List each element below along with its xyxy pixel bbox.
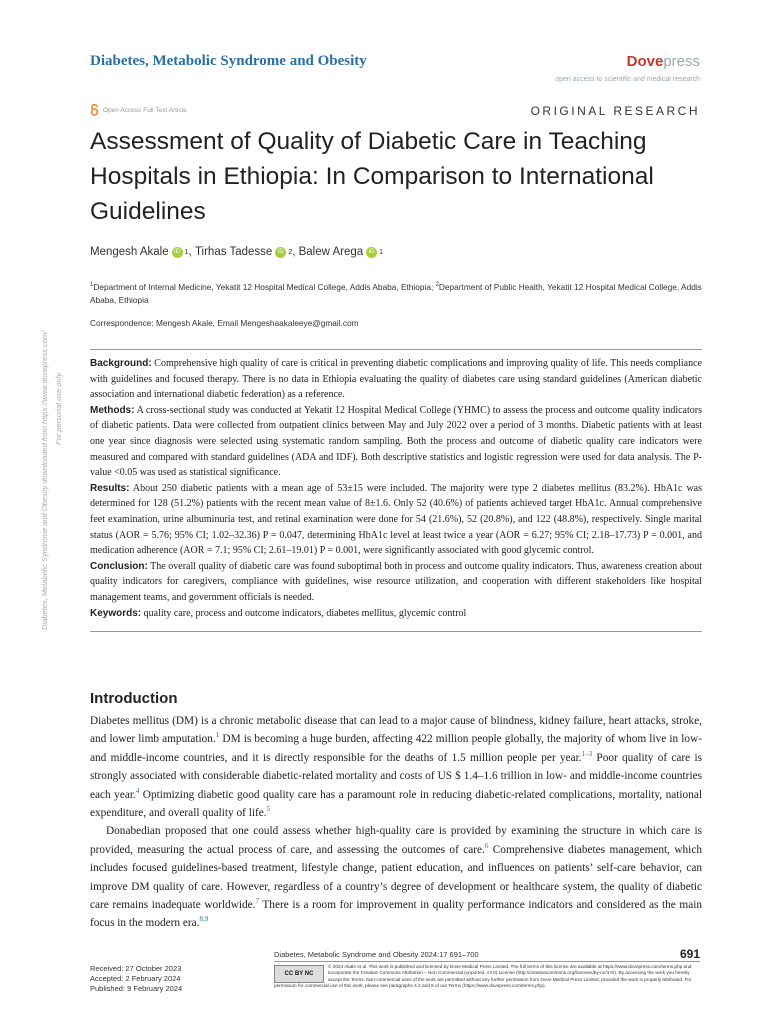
citation-link[interactable]: 7	[255, 897, 259, 906]
watermark-line: Diabetes, Metabolic Syndrome and Obesity downloaded from https://www.dovepress.com/	[40, 330, 49, 630]
author-name[interactable]: Tirhas Tadesse	[194, 246, 273, 258]
citation-link[interactable]: 1–3	[581, 749, 593, 758]
orcid-icon[interactable]: iD	[275, 247, 286, 258]
license-text	[274, 964, 700, 990]
article-type: ORIGINAL RESEARCH	[530, 104, 700, 118]
publication-dates	[90, 964, 182, 994]
watermark-line: For personal use only.	[54, 371, 63, 445]
author-affiliation: 1	[184, 248, 189, 256]
open-access-text: Open Access Full Text Article	[103, 106, 187, 114]
affiliations: $^1$Department of Internal Medicine, Yekatit 12 Hospital Medical College, Addis Ababa, Ethiopia; $^2$Department of Public Health, Yekatit 12 Hospital Medical College, Addis Ababa, Ethiopia	[90, 281, 702, 306]
abstract-keywords: Keywords: quality care, process and outcome indicators, diabetes mellitus, glycemic control	[90, 607, 467, 619]
paragraph: Diabetes mellitus (DM) is a chronic metabolic disease that can lead to a major cause of blindness, kidney failure, heart attacks, stroke, and lower limb amputation.$^1$ DM is becoming a huge burden, affecting 422 million people globally, the majority of whom live in low- and middle-income countries, and it is directly responsible for the deaths of 1.5 million people per year.$^{1-3}$ Poor quality of care is strongly associated with considerable diabetic-related mortality and costs of US $ 1.4–1.6 trillion in low- and middle-income countries each year.$^4$ Optimizing diabetic good quality care has a paramount role in reducing diabetic-related complications, mortality, national expenditure, and overall quality of life.$^5$	[90, 715, 703, 820]
section-heading: Introduction	[90, 690, 178, 707]
logo-press: press	[663, 53, 700, 70]
open-access-icon	[90, 104, 99, 116]
footer-journal-ref[interactable]: Diabetes, Metabolic Syndrome and Obesity 2024:17 691–700	[274, 950, 479, 959]
license-body: © 2024 Akale et al. This work is published and licensed by Dove Medical Press Limited. The full terms of this license are available at https://www.dovepress.com/terms.php and incorporate the Creative Commons Attribution – Non Commercial (unported, v3.0) License (http://creativecommons.org/licenses/by-nc/3.0/). By accessing the work you hereby accept the Terms. Non-commercial uses of the work are permitted without any further permission from Dove Medical Press Limited, provided the work is properly attributed. For permission for commercial use of this work, please see paragraphs 4.2 and 5 of our Terms (https://www.dovepress.com/terms.php).	[274, 964, 692, 989]
accepted-date: Accepted: 2 February 2024	[90, 974, 181, 983]
correspondence: Correspondence: Mengesh Akale, Email Mengeshaakaleeye@gmail.com	[90, 318, 359, 328]
orcid-icon[interactable]: iD	[366, 247, 377, 258]
cc-license-badge[interactable]: CC BY NC	[274, 965, 324, 983]
citation-link[interactable]: 5	[266, 805, 271, 814]
journal-title[interactable]: Diabetes, Metabolic Syndrome and Obesity	[90, 53, 367, 69]
page-number: 691	[679, 947, 700, 961]
author-list: Mengesh Akale iD 1 , Tirhas Tadesse iD 2 , Balew Arega iD 1	[90, 246, 384, 258]
abstract-results: Results: About 250 diabetic patients with a mean age of 53±15 were included. The majority were type 2 diabetes mellitus (83.2%). HbA1c was determined for 128 (51.2%) patients with the recent mean value of 8±1.6. Only 52 (40.6%) of patients achieved target HbA1c. Annual comprehensive feet examination, urine albuminuria test, and retinal examination were done for 54 (21.6%), 52 (20.8%), and 122 (48.8%), respectively. Single marital status (AOR = 5.76; 95% CI; 1.02–32.36) P = 0.047, determining HbA1c level at least twice a year (AOR = 6.27; 95% CI; 2.18–17.73) P = 0.001, and medication adherence (AOR = 7.1; 95% CI; 2.61–19.01) P = 0.001, were significantly associated with good glycemic control.	[90, 482, 702, 557]
paper-title: Assessment of Quality of Diabetic Care in Teaching Hospitals in Ethiopia: In Comparison to International Guidelines	[90, 128, 654, 225]
citation-link[interactable]: 1	[215, 731, 220, 740]
author-name[interactable]: Mengesh Akale	[90, 246, 169, 258]
author-affiliation: 1	[379, 248, 384, 256]
published-date: Published: 9 February 2024	[90, 984, 183, 993]
abstract-conclusion: Conclusion: The overall quality of diabetic care was found suboptimal both in process and outcome quality indicators. Thus, awareness creation about quality indicators for caregivers, compliance with guidelines, wise resource utilization, and cooperation with different stakeholders like hospital management teams, and government officials is needed.	[90, 560, 702, 603]
footer-divider	[274, 961, 700, 962]
dovepress-logo[interactable]	[627, 53, 700, 70]
author-affiliation: 2	[288, 248, 293, 256]
abstract-background: Background: Comprehensive high quality of care is critical in preventing diabetic complications and improving quality of life. This needs compliance with guidelines and focused therapy. There is no data in Ethiopia evaluating the quality of diabetes care using standard guidelines (American diabetic association and international diabetic federation) as a reference.	[90, 358, 702, 401]
author-name[interactable]: Balew Arega	[298, 246, 364, 258]
citation-link[interactable]: 4	[135, 786, 140, 795]
citation-link[interactable]: 6	[484, 841, 489, 850]
paragraph: Donabedian proposed that one could assess whether high-quality care is provided by examining the structure in which care is provided, measuring the actual process of care, and assessing the outcomes of care.$^6$ Comprehensive diabetes management, which includes focused guidelines-based treatment, lifestyle change, patient education, and influences on patients’ self-care behavior, can improve DM quality of care. However, regardless of a country’s degree of development or healthcare system, the quality of diabetic care remains inadequate worldwide.$^7$ There is a room for improvement in quality performance indicators and considered as the main focus in the modern era.$^{8,9}$	[90, 825, 702, 930]
orcid-icon[interactable]: iD	[172, 247, 183, 258]
logo-dove: Dove	[626, 53, 664, 70]
download-watermark	[34, 235, 76, 635]
abstract-methods: Methods: A cross-sectional study was conducted at Yekatit 12 Hospital Medical College (YHMC) to assess the process and outcome quality indicators of diabetic patients. Data were collected from outpatient clinics between May and July 2022 over a period of 3 months. Diabetic patients with at least one year since diagnosis were selected using systematic random sampling. Both the process and outcome of diabetic quality care indicators were measured and compared with standard guidelines (ADA and IDF). Both descriptive statistics and logistic regression were used for data analysis. The P-value <0.05 was used as statistical significance.	[90, 404, 702, 479]
open-access-label	[90, 104, 187, 116]
abstract	[90, 349, 702, 632]
citation-link[interactable]: 8,9	[199, 915, 209, 924]
introduction-body	[90, 712, 702, 933]
brand-tagline: open access to scientific and medical research	[555, 76, 700, 83]
received-date: Received: 27 October 2023	[90, 964, 182, 973]
